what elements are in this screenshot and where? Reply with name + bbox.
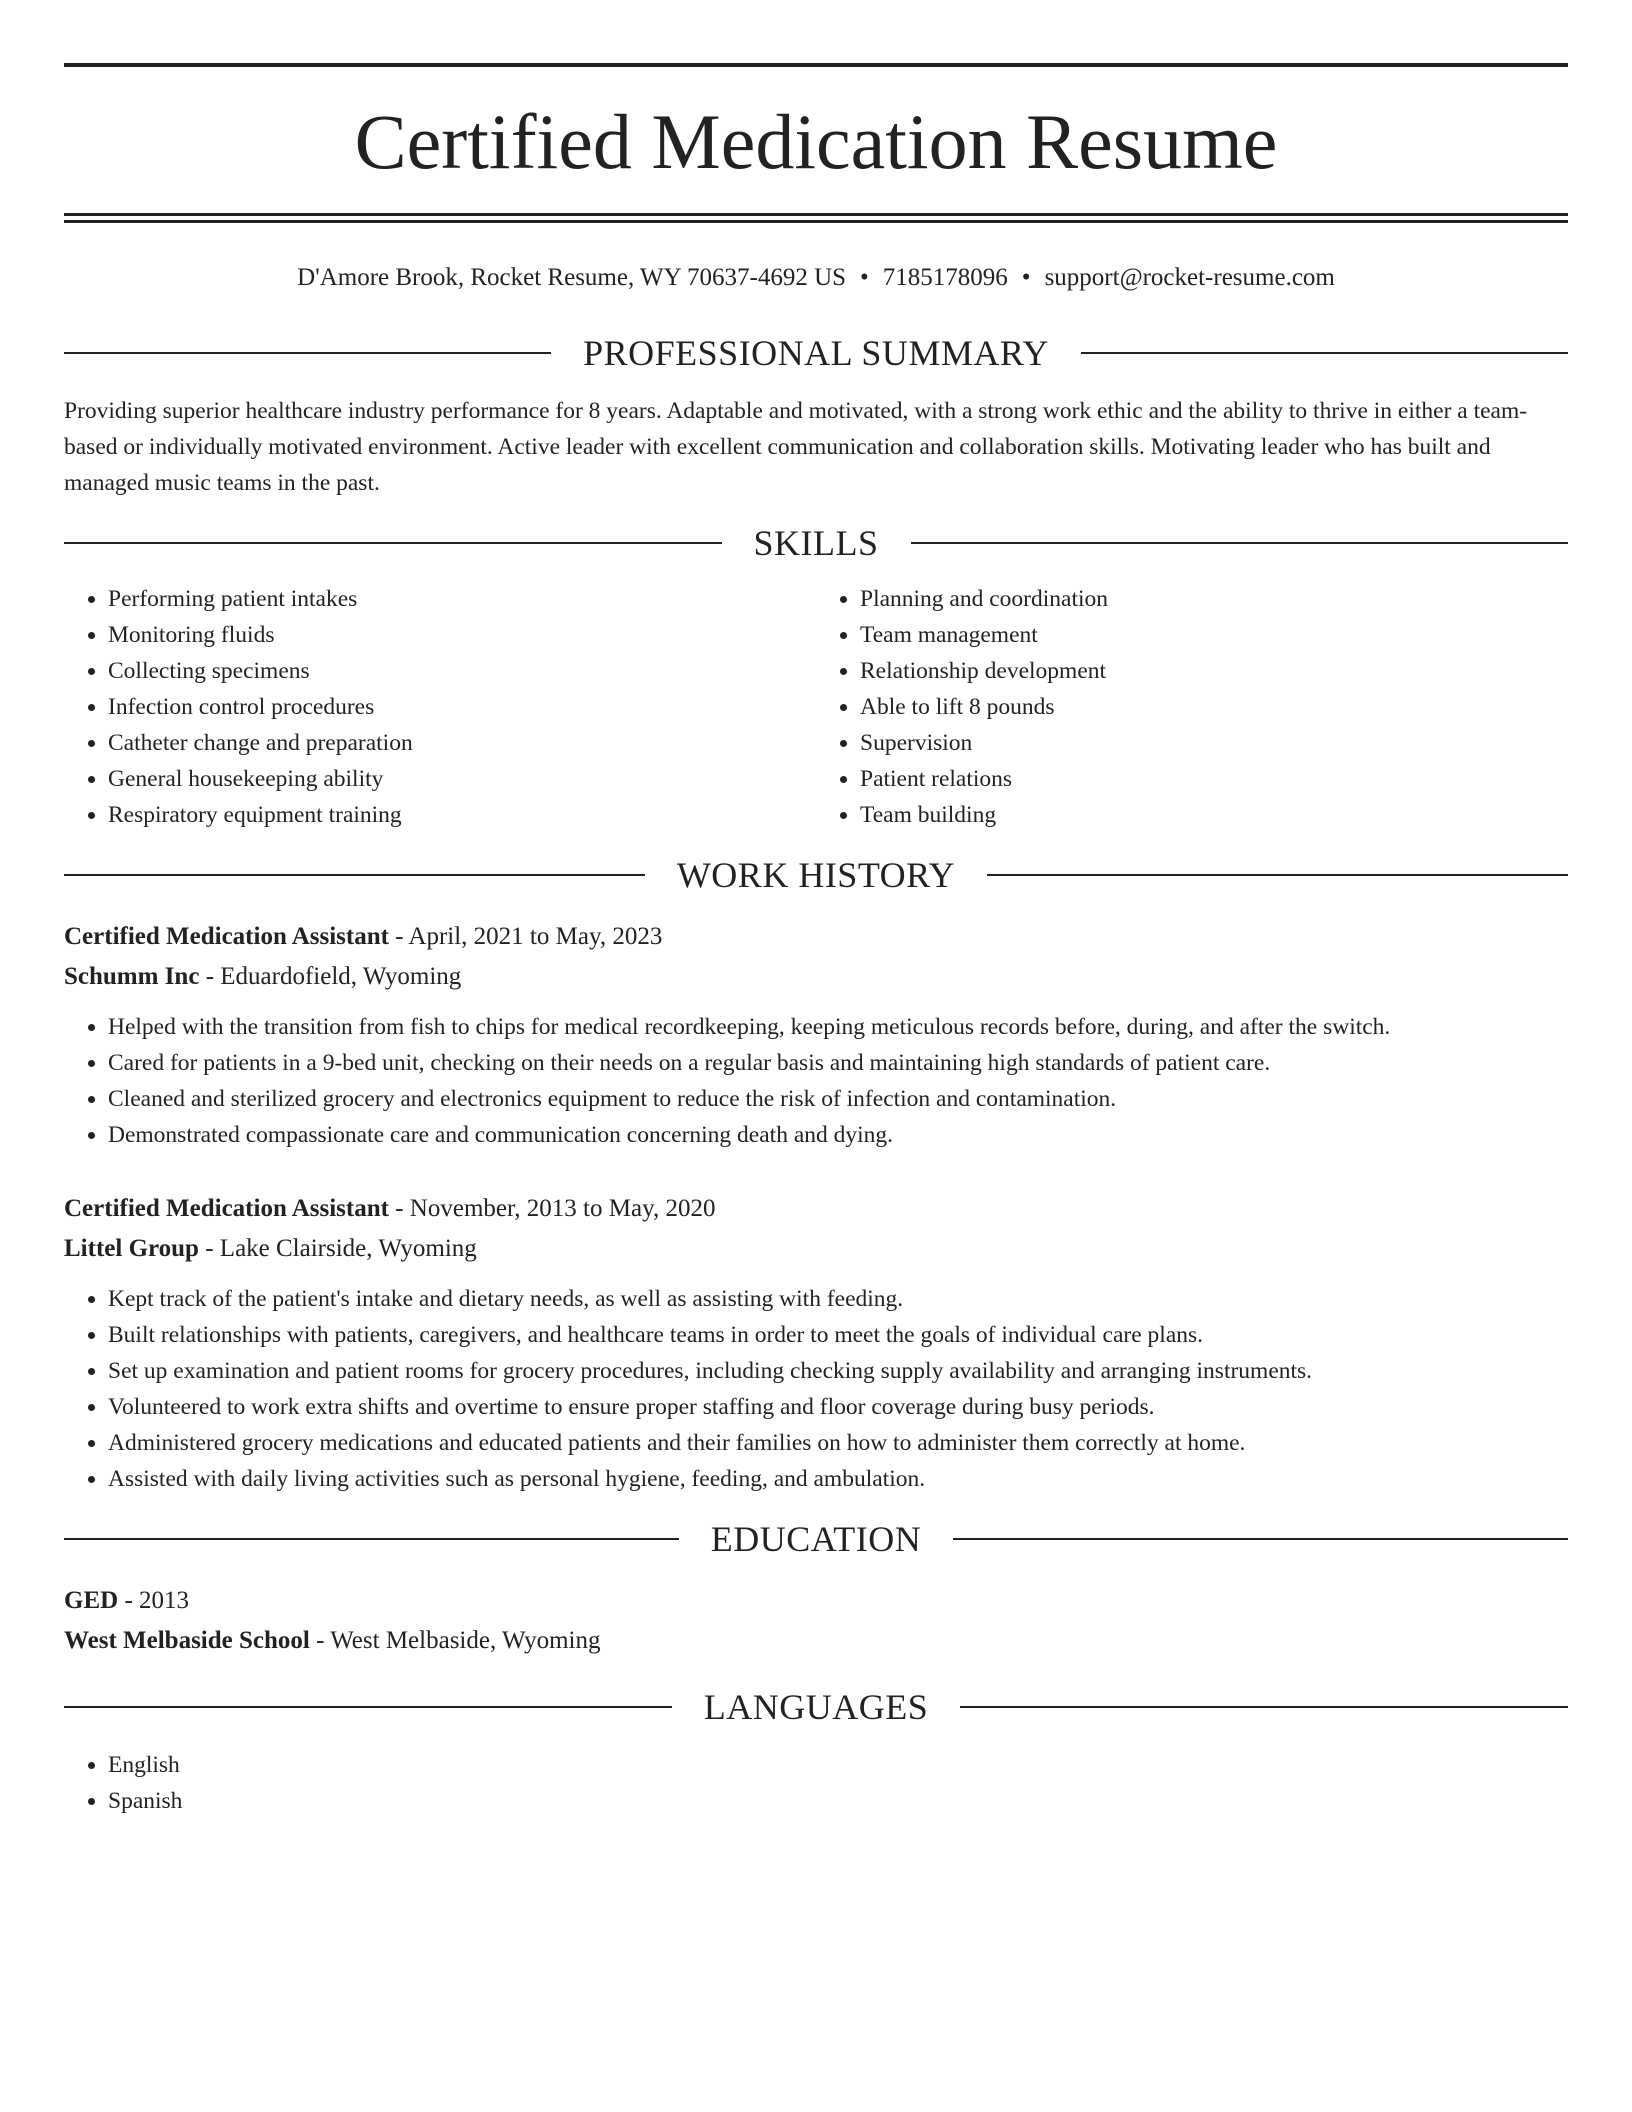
job-duty: • Assisted with daily living activities such as personal hygiene, feeding, and ambulation. <box>108 1461 1568 1497</box>
section-title: WORK HISTORY <box>676 855 956 895</box>
job-duty: • Demonstrated compassionate care and communication concerning death and dying. <box>108 1117 1568 1153</box>
job-duty: • Built relationships with patients, caregivers, and healthcare teams in order to meet the goals of individual care plans. <box>108 1317 1568 1353</box>
job-duty: • Kept track of the patient's intake and dietary needs, as well as assisting with feeding. <box>108 1281 1568 1317</box>
resume-title: Certified Medication Resume <box>354 98 1278 185</box>
job-entry <box>64 917 1568 1153</box>
job-dates: - November, 2013 to May, 2020 <box>388 1195 716 1222</box>
job-location: - Eduardofield, Wyoming <box>199 963 462 990</box>
contact-address: D'Amore Brook, Rocket Resume, WY 70637-4692 US <box>297 264 847 291</box>
skill-item: • Patient relations <box>860 761 1568 797</box>
heading-rule <box>911 542 1569 544</box>
education-year: - 2013 <box>118 1587 190 1614</box>
heading-rule <box>64 352 551 354</box>
job-title-line <box>64 917 1568 957</box>
section-title: PROFESSIONAL SUMMARY <box>583 333 1049 373</box>
section-title: LANGUAGES <box>703 1687 929 1727</box>
job-title-line <box>64 1189 1568 1229</box>
education-location: - West Melbaside, Wyoming <box>309 1627 601 1654</box>
job-duty: • Helped with the transition from fish to chips for medical recordkeeping, keeping meticulous records before, during, and after the switch. <box>108 1009 1568 1045</box>
language-item: • Spanish <box>108 1783 1568 1819</box>
job-duty: • Volunteered to work extra shifts and overtime to ensure proper staffing and floor coverage during busy periods. <box>108 1389 1568 1425</box>
job-company: Littel Group <box>64 1235 199 1262</box>
job-title: Certified Medication Assistant <box>64 1195 389 1222</box>
skill-item: • Relationship development <box>860 653 1568 689</box>
education-school: West Melbaside School <box>64 1627 310 1654</box>
section-heading-work <box>64 857 1568 893</box>
skill-item: • Team building <box>860 797 1568 833</box>
education-degree-line <box>64 1581 1568 1621</box>
top-rule <box>64 63 1568 67</box>
skill-item: • Catheter change and preparation <box>108 725 816 761</box>
skill-item: • General housekeeping ability <box>108 761 816 797</box>
job-duty: • Cared for patients in a 9-bed unit, checking on their needs on a regular basis and maintaining high standards of patient care. <box>108 1045 1568 1081</box>
job-duty: • Administered grocery medications and educated patients and their families on how to administer them correctly at home. <box>108 1425 1568 1461</box>
skill-item: • Collecting specimens <box>108 653 816 689</box>
job-company-line <box>64 1229 1568 1269</box>
section-heading-education <box>64 1521 1568 1557</box>
heading-rule <box>64 542 722 544</box>
contact-line <box>64 263 1568 293</box>
contact-phone: 7185178096 <box>882 264 1008 291</box>
education-degree: GED <box>64 1587 119 1614</box>
job-duty: • Set up examination and patient rooms for grocery procedures, including checking supply availability and arranging instruments. <box>108 1353 1568 1389</box>
heading-rule <box>64 1538 679 1540</box>
skill-item: • Planning and coordination <box>860 581 1568 617</box>
job-company-line <box>64 957 1568 997</box>
job-title: Certified Medication Assistant <box>64 923 389 950</box>
section-heading-skills <box>64 525 1568 561</box>
contact-separator: • <box>860 264 869 291</box>
job-duty: • Cleaned and sterilized grocery and electronics equipment to reduce the risk of infection and contamination. <box>108 1081 1568 1117</box>
skills-column-right <box>816 581 1568 833</box>
heading-rule <box>1081 352 1568 354</box>
section-heading-summary <box>64 335 1568 371</box>
job-duties <box>64 1281 1568 1497</box>
skill-item: • Performing patient intakes <box>108 581 816 617</box>
section-heading-languages <box>64 1689 1568 1725</box>
skill-item: • Monitoring fluids <box>108 617 816 653</box>
summary-text: Providing superior healthcare industry performance for 8 years. Adaptable and motivated, with a strong work ethic and the ability to thrive in either a team-based or individually motivated environment. Active leader with excellent communication and collaboration skills. Motivating leader who has built and managed music teams in the past. <box>64 398 1528 496</box>
contact-separator: • <box>1021 264 1031 291</box>
education-school-line <box>64 1621 1568 1661</box>
section-title: SKILLS <box>753 523 879 563</box>
heading-rule <box>987 874 1568 876</box>
skill-item: • Respiratory equipment training <box>108 797 816 833</box>
skills-column-left <box>64 581 816 833</box>
heading-rule <box>953 1538 1568 1540</box>
title-double-rule <box>64 213 1568 223</box>
education-entry <box>64 1581 1568 1661</box>
skill-item: • Supervision <box>860 725 1568 761</box>
languages-list <box>64 1747 1568 1819</box>
heading-rule <box>64 874 645 876</box>
skill-item: • Infection control procedures <box>108 689 816 725</box>
language-item: • English <box>108 1747 1568 1783</box>
skill-item: • Able to lift 8 pounds <box>860 689 1568 725</box>
section-title: EDUCATION <box>710 1519 922 1559</box>
job-entry <box>64 1189 1568 1497</box>
heading-rule <box>64 1706 672 1708</box>
job-company: Schumm Inc <box>64 963 200 990</box>
job-duties <box>64 1009 1568 1153</box>
skills-list <box>64 581 1568 833</box>
job-location: - Lake Clairside, Wyoming <box>198 1235 477 1262</box>
contact-email: support@rocket-resume.com <box>1044 264 1335 291</box>
job-dates: - April, 2021 to May, 2023 <box>388 923 663 950</box>
heading-rule <box>960 1706 1568 1708</box>
skill-item: • Team management <box>860 617 1568 653</box>
